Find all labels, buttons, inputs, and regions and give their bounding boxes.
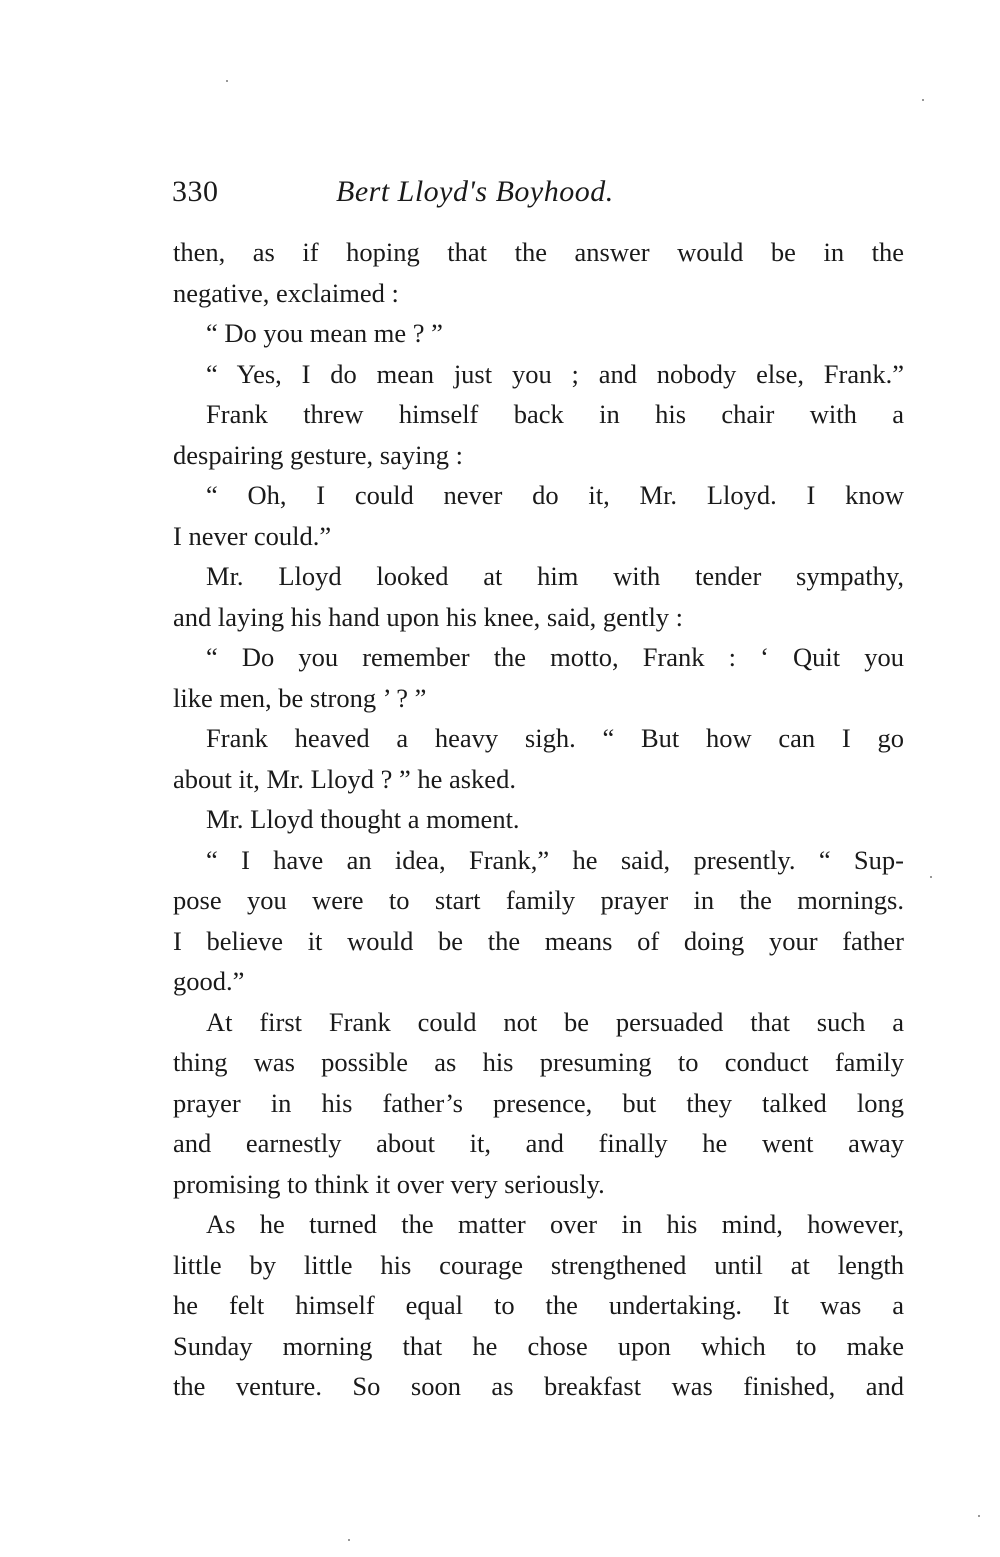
- text-line: As he turned the matter over in his mind, however,: [206, 1209, 904, 1239]
- text-line: Frank threw himself back in his chair with a: [206, 399, 904, 429]
- scan-speck: [930, 876, 932, 878]
- text-line: about it, Mr. Lloyd ? ” he asked.: [173, 763, 516, 794]
- text-line: good.”: [173, 966, 245, 996]
- text-line: despairing gesture, saying :: [173, 439, 463, 470]
- page-number: 330: [172, 175, 219, 208]
- scan-speck: [922, 99, 924, 101]
- text-line: then, as if hoping that the answer would be in the: [173, 237, 904, 267]
- text-line: pose you were to start family prayer in the mornings.: [173, 885, 904, 915]
- text-line: he felt himself equal to the undertaking. It was a: [173, 1290, 904, 1320]
- text-line: “ Do you mean me ? ”: [206, 318, 443, 348]
- scan-speck: [348, 1539, 350, 1541]
- text-line: “ Do you remember the motto, Frank : ‘ Quit you: [206, 642, 904, 672]
- text-line: like men, be strong ’ ? ”: [173, 682, 427, 713]
- text-line: the venture. So soon as breakfast was finished, and: [173, 1371, 904, 1401]
- text-line: negative, exclaimed :: [173, 277, 399, 308]
- text-line: little by little his courage strengthened until at length: [173, 1249, 904, 1280]
- scan-speck: [226, 80, 228, 82]
- text-line: prayer in his father’s presence, but they talked long: [173, 1087, 904, 1118]
- text-line: I believe it would be the means of doing your father: [173, 925, 904, 956]
- text-line: At first Frank could not be persuaded that such a: [206, 1006, 904, 1037]
- running-head: [172, 170, 732, 214]
- text-line: Mr. Lloyd thought a moment.: [206, 804, 520, 834]
- text-line: “ I have an idea, Frank,” he said, presently. “ Sup-: [206, 844, 904, 875]
- scan-speck: [978, 1515, 980, 1517]
- body-text: [173, 232, 904, 1407]
- text-line: promising to think it over very seriously.: [173, 1168, 605, 1199]
- text-line: and laying his hand upon his knee, said, gently :: [173, 601, 684, 632]
- text-line: and earnestly about it, and finally he went away: [173, 1128, 904, 1158]
- text-line: “ Oh, I could never do it, Mr. Lloyd. I know: [206, 480, 904, 510]
- text-line: thing was possible as his presuming to conduct family: [173, 1047, 904, 1077]
- text-line: I never could.”: [173, 520, 332, 551]
- text-line: Sunday morning that he chose upon which to make: [173, 1330, 904, 1361]
- text-line: “ Yes, I do mean just you ; and nobody else, Frank.”: [206, 358, 904, 389]
- text-line: Frank heaved a heavy sigh. “ But how can I go: [206, 723, 904, 753]
- running-title: Bert Lloyd's Boyhood.: [336, 175, 614, 208]
- text-line: Mr. Lloyd looked at him with tender sympathy,: [206, 561, 904, 591]
